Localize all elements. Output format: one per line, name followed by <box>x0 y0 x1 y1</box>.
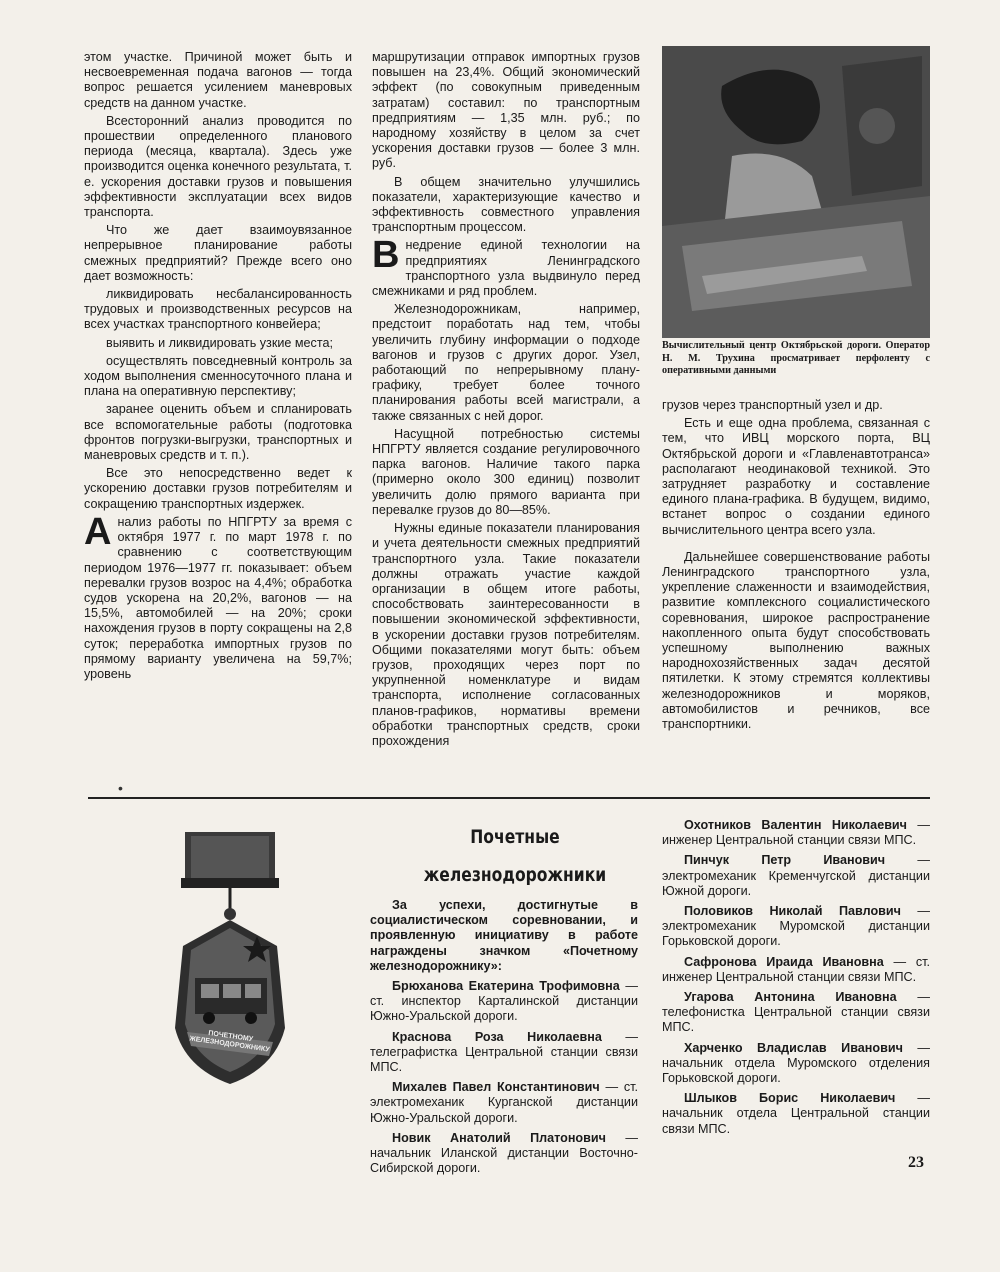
badge-text: ПОЧЕТНОМУ ЖЕЛЕЗНОДОРОЖНИКУ <box>188 1029 271 1054</box>
honoree-desc: — ст. электромеханик Курганской дистанции Южно-Уральской дороги. <box>370 1080 638 1125</box>
paragraph: Всесторонний анализ проводится по прошествии определенного планового периода (месяца, квартала). Здесь уже производится оценка конечного результата, т. е. ускорения доставки грузов и повышения эффективности эксплуатации всех видов транспорта. <box>84 113 352 220</box>
honoree-desc: — ст. инженер Центральной станции связи МПС. <box>662 954 931 984</box>
honoree-entry <box>662 1091 930 1137</box>
paragraph: В общем значительно улучшились показатели, характеризующие качество и эффективность совместного управления транспортным процессом. <box>372 174 640 235</box>
honors-heading-line-1: Почетные <box>470 826 560 848</box>
paragraph: Что же дает взаимоувязанное непрерывное планирование работы смежных предприятий? Прежде всего оно дает возможность: <box>84 223 352 283</box>
drop-cap-letter: А <box>84 510 112 553</box>
honoree-name: Михалев Павел Константинович <box>392 1080 600 1095</box>
paragraph: Все это непосредственно ведет к ускорению доставки грузов потребителям и сокращению транспортных издержек. <box>84 466 352 511</box>
honors-intro: За успехи, достигнутые в социалистическом соревновании, и проявленную инициативу в работе награждены значком «Почетному железнодорожнику»: <box>370 898 638 973</box>
computer-center-photo <box>662 46 930 338</box>
honoree-entry <box>662 818 930 848</box>
honorees-list-left <box>370 898 638 1181</box>
paragraph: грузов через транспортный узел и др. <box>662 398 883 412</box>
honoree-entry <box>662 955 930 985</box>
honoree-name: Охотников Валентин Николаевич <box>684 818 907 832</box>
drop-cap-letter: В <box>372 234 400 277</box>
honors-heading-line-2: железнодорожники <box>423 864 607 886</box>
honoree-name: Новик Анатолий Платонович <box>392 1130 606 1145</box>
page-number: 23 <box>908 1154 924 1171</box>
paragraph: Насущной потребностью системы НПГРТУ является создание регулировочного парка вагонов. Наличие такого парка (примерно около 300 единиц) позволит увеличить долю прямого варианта при перевалке грузов до 80—85%. <box>372 426 640 517</box>
honoree-entry <box>662 1041 930 1087</box>
paragraph-dropcap <box>84 510 352 682</box>
honoree-name: Краснова Роза Николаевна <box>392 1029 602 1044</box>
honoree-entry <box>662 904 930 950</box>
paragraph: Нужны единые показатели планирования и учета деятельности смежных предприятий транспортного узла. Такие показатели должны отражать участие каждой организации в общем итоге работы, способствовать заинтересованности в повышении экономической эффективности, в ускорении доставки грузов потребителям. Общими показателями могут быть: объем грузов, проходящих через порт по укрупненной номенклатуре и видам транспорта, исполнение согласованных планов-графиков, нормативы времени обработки транспортных средств, сроки прохождения <box>372 521 640 748</box>
dropcap-paragraph-text: недрение единой технологии на предприятиях Ленинградского транспортного узла выдвинуло перед смежниками и ряд проблем. <box>372 238 640 299</box>
honoree-desc: — ст. инспектор Карталинской дистанции Южно-Уральской дороги. <box>370 979 638 1024</box>
list-item: ликвидировать несбалансированность трудовых и производственных ресурсов на всех участках транспортного конвейера; <box>84 287 352 332</box>
honoree-desc: — электромеханик Кременчугской дистанции Южной дороги. <box>662 853 931 898</box>
photo-caption: Вычислительный центр Октябрьской дороги. Оператор Н. М. Трухина просматривает перфоленту с оперативными данными <box>662 340 930 377</box>
paragraph: маршрутизации отправок импортных грузов повышен на 23,4%. Общий экономический эффект (по совокупным приведенным затратам) составил: по транспортным предприятиям — 1,35 млн. руб.; по народному хозяйству в целом за счет ускорения доставки грузов — более 3 млн. руб. <box>372 50 640 171</box>
honoree-name: Шлыков Борис Николаевич <box>684 1091 896 1106</box>
honoree-entry <box>662 853 930 899</box>
list-item: выявить и ликвидировать узкие места; <box>106 335 333 350</box>
print-mark: • <box>118 780 123 796</box>
article-column-1 <box>84 50 352 685</box>
honoree-desc: — начальник отдела Муромского отделения Горьковской дороги. <box>662 1040 930 1086</box>
honoree-desc: — электромеханик Муромской дистанции Горьковской дороги. <box>662 904 930 949</box>
honoree-name: Угарова Антонина Ивановна <box>684 990 897 1005</box>
honoree-desc: — телеграфистка Центральной станции связи МПС. <box>370 1029 638 1075</box>
honoree-desc: — телефонистка Центральной станции связи МПС. <box>662 990 930 1035</box>
article-column-3 <box>662 398 930 735</box>
honoree-desc: — начальник отдела Центральной станции связи МПС. <box>662 1091 930 1136</box>
paragraph: Железнодорожникам, например, предстоит поработать над тем, чтобы увеличить глубину информации о подходе вагонов и грузов с других дорог. Узел, работающий по непрерывному плану-графику, требует более точного планирования работы всей магистрали, а также связанных с ней дорог. <box>372 302 640 423</box>
honorary-railwayman-badge <box>165 828 295 1088</box>
honoree-entry <box>662 990 930 1036</box>
paragraph: этом участке. Причиной может быть и несвоевременная подача вагонов — тогда вопрос решается усилением маневровых средств на данном участке. <box>84 50 352 110</box>
honoree-name: Брюханова Екатерина Трофимовна <box>392 979 620 994</box>
paragraph-dropcap <box>372 234 640 299</box>
article-column-2 <box>372 50 640 752</box>
honoree-name: Половиков Николай Павлович <box>684 904 901 919</box>
section-divider <box>88 797 930 799</box>
honoree-entry <box>370 1131 638 1177</box>
honoree-desc: — инженер Центральной станции связи МПС. <box>662 818 931 848</box>
list-item: осуществлять повседневный контроль за ходом выполнения сменносуточного плана и плана на оперативную перспективу; <box>84 353 352 399</box>
honoree-entry <box>370 1080 638 1126</box>
honorees-list-right <box>662 818 930 1142</box>
honoree-entry <box>370 979 638 1025</box>
paragraph: Дальнейшее совершенствование работы Ленинградского транспортного узла, укрепление слаженности и взаимодействия, развитие комплексного социалистического соревнования, широкое распространение накопленного опыта будут способствовать успешному выполнению важных народнохозяйственных задач десятой пятилетки. К этому стремятся коллективы железнодорожников и моряков, автомобилистов и речников, все транспортники. <box>662 549 930 732</box>
honors-heading <box>417 818 614 894</box>
honoree-entry <box>370 1030 638 1076</box>
dropcap-paragraph-text: нализ работы по НПГРТУ за время с октября 1977 г. по март 1978 г. по сравнению с соответствующим периодом 1976—1977 гг. показывает: объем перевалки грузов возрос на 4,4%; обработка судов ускорена на 20,2%, вагонов — на 15,5%, автомобилей — на 20%; сроки нахождения грузов в порту сокращены на 2,8 суток; переработка импортных грузов по прямому варианту увеличена на 59,7%; уровень <box>84 514 352 681</box>
honoree-desc: — начальник Иланской дистанции Восточно-Сибирской дороги. <box>370 1130 638 1176</box>
honoree-name: Пинчук Петр Иванович <box>684 853 886 868</box>
honoree-name: Сафронова Ираида Ивановна <box>684 954 884 969</box>
paragraph: Есть и еще одна проблема, связанная с тем, что ИВЦ морского порта, ВЦ Октябрьской дороги и «Главленавтотранса» располагают неодинаковой техникой. Это затрудняет разработку и составление единого плана-графика. В будущем, видимо, встанет вопрос о создании единого вычислительного центра всего узла. <box>662 416 930 537</box>
honoree-name: Харченко Владислав Иванович <box>684 1040 903 1055</box>
photo-illustration <box>662 46 930 338</box>
list-item: заранее оценить объем и спланировать все вспомогательные работы (подготовка фронтов погрузки-выгрузки, транспортных и маневровых средств и т. п.). <box>84 402 352 463</box>
